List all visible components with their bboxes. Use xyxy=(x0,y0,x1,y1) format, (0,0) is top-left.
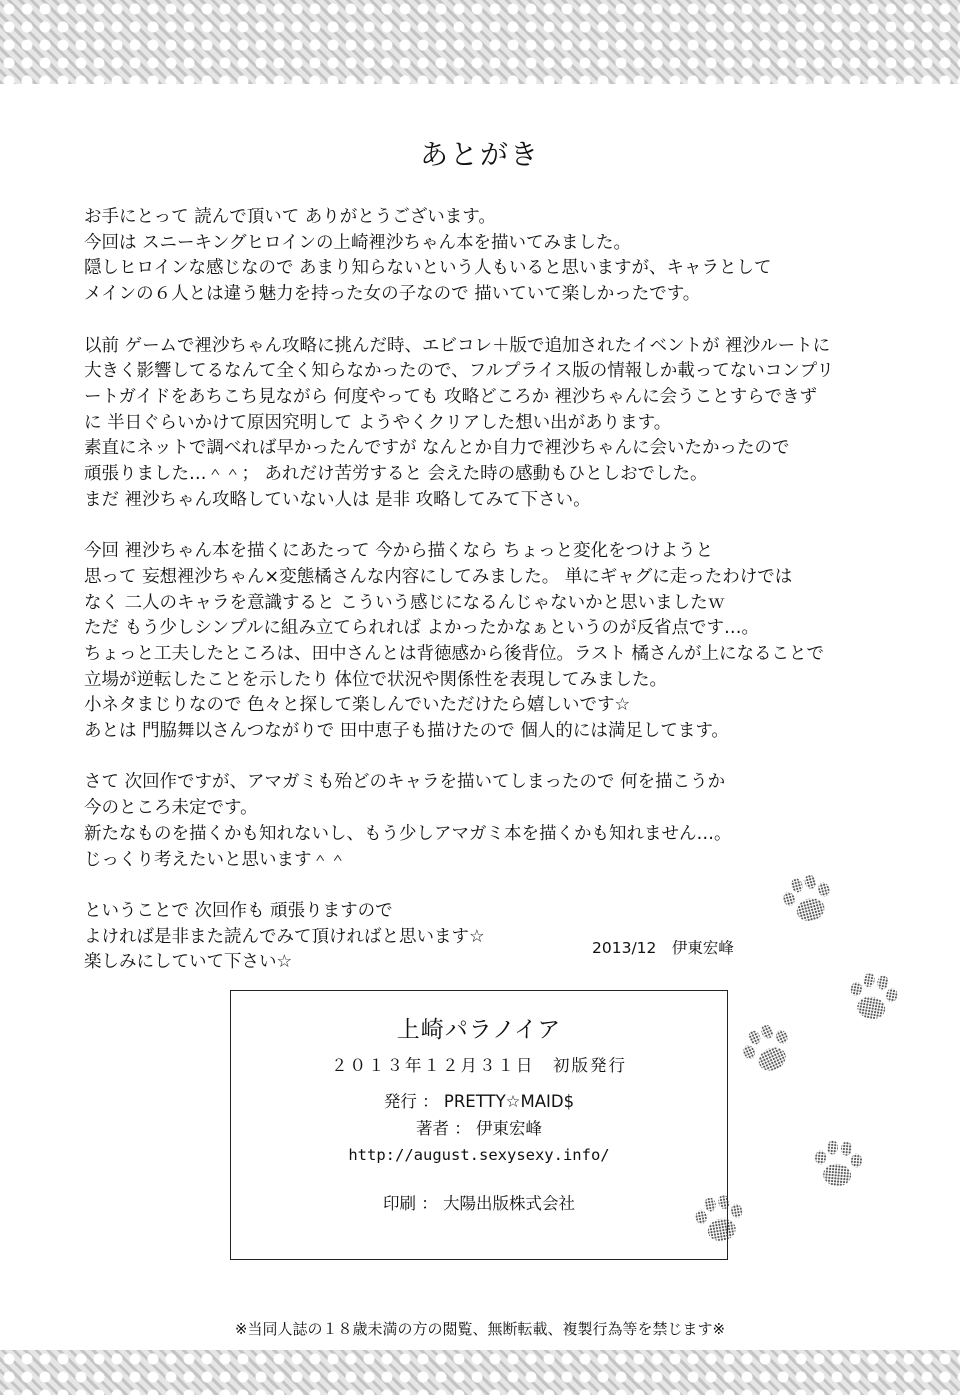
text-line: に 半日ぐらいかけて原因究明して ようやくクリアした想い出があります。 xyxy=(84,412,672,433)
text-line: ただ もう少しシンプルに組み立てられれば よかったかなぁというのが反省点です…。 xyxy=(84,618,759,639)
paw-print-icon xyxy=(728,1010,808,1090)
paw-print-icon xyxy=(805,1132,870,1197)
signature-date-author: 2013/12 伊東宏峰 xyxy=(592,939,734,957)
text-line: よければ是非また読んでみて頂ければと思います☆ xyxy=(84,926,485,947)
text-line: あとは 門脇舞以さんつながりで 田中恵子も描けたので 個人的には満足してます。 xyxy=(84,721,729,742)
text-line: ートガイドをあちこち見ながら 何度やっても 攻略どころか 裡沙ちゃんに会うことすらできず xyxy=(84,386,817,407)
text-line: 思って 妄想裡沙ちゃん×変態橘さんな内容にしてみました。 単にギャグに走ったわけでは xyxy=(84,566,793,587)
text-line: メインの６人とは違う魅力を持った女の子なので 描いていて楽しかったです。 xyxy=(84,284,701,305)
paragraph-5 xyxy=(84,899,894,976)
paragraph-4 xyxy=(84,770,894,873)
paragraph-1 xyxy=(84,205,894,308)
text-line: じっくり考えたいと思います＾＾ xyxy=(84,849,347,870)
text-line: まだ 裡沙ちゃん攻略していない人は 是非 攻略してみて下さい。 xyxy=(84,489,591,510)
text-line: 今回 裡沙ちゃん本を描くにあたって 今から描くなら ちょっと変化をつけようと xyxy=(84,541,714,562)
printer: 印刷 ： 大陽出版株式会社 xyxy=(383,1194,575,1213)
book-title: 上崎パラノイア xyxy=(396,1017,562,1043)
text-line: ちょっと工夫したところは、田中さんとは背徳感から後背位。ラスト 橘さんが上になることで xyxy=(84,643,825,664)
text-line: 立場が逆転したことを示したり 体位で状況や関係性を表現してみました。 xyxy=(84,669,668,690)
publication-date: ２０１３年１２月３１日 初版発行 xyxy=(331,1056,627,1075)
text-line: お手にとって 読んで頂いて ありがとうございます。 xyxy=(84,207,496,227)
text-line: 楽しみにしていて下さい☆ xyxy=(84,952,293,973)
paragraph-3 xyxy=(84,539,894,745)
text-line: 頑張りました…＾＾； あれだけ苦労すると 会えた時の感動もひとしおでした。 xyxy=(84,464,708,485)
text-line: ということで 次回作も 頑張りますので xyxy=(84,900,393,921)
text-line: なく 二人のキャラを意識すると こういう感じになるんじゃないかと思いましたｗ xyxy=(84,592,726,613)
colophon-box xyxy=(230,990,728,1260)
bottom-pattern-border xyxy=(0,1350,960,1395)
text-line: 今のところ未定です。 xyxy=(84,798,258,819)
publisher: 発行 ： PRETTY☆MAID$ xyxy=(383,1092,575,1111)
paw-print-icon xyxy=(838,963,908,1033)
age-restriction-notice: ※当同人誌の１８歳未満の方の閲覧、無断転載、複製行為等を禁じます※ xyxy=(234,1320,726,1338)
text-line: 小ネタまじりなので 色々と探して楽しんでいただけたら嬉しいです☆ xyxy=(84,695,631,716)
author: 著者 ： 伊東宏峰 xyxy=(416,1119,542,1138)
text-line: 新たなものを描くかも知れないし、もう少しアマガミ本を描くかも知れません…。 xyxy=(84,823,732,844)
paragraph-2 xyxy=(84,334,894,514)
text-line: 以前 ゲームで裡沙ちゃん攻略に挑んだ時、エビコレ＋版で追加されたイベントが 裡沙ルートに xyxy=(84,335,831,356)
text-line: 今回は スニーキングヒロインの上崎裡沙ちゃん本を描いてみました。 xyxy=(84,232,632,253)
top-pattern-border xyxy=(0,0,960,84)
text-line: 大きく影響してるなんて全く知らなかったので、フルプライス版の情報しか載ってないコンプリ xyxy=(84,361,835,382)
website-url: http://august.sexysexy.info/ xyxy=(348,1146,610,1164)
text-line: 素直にネットで調べれば早かったんですが なんとか自力で裡沙ちゃんに会いたかったので xyxy=(84,438,790,459)
text-line: さて 次回作ですが、アマガミも殆どのキャラを描いてしまったので 何を描こうか xyxy=(84,772,726,793)
text-line: 隠しヒロインな感じなので あまり知らないという人もいると思いますが、キャラとして xyxy=(84,258,772,279)
page-title: あとがき xyxy=(419,138,540,171)
